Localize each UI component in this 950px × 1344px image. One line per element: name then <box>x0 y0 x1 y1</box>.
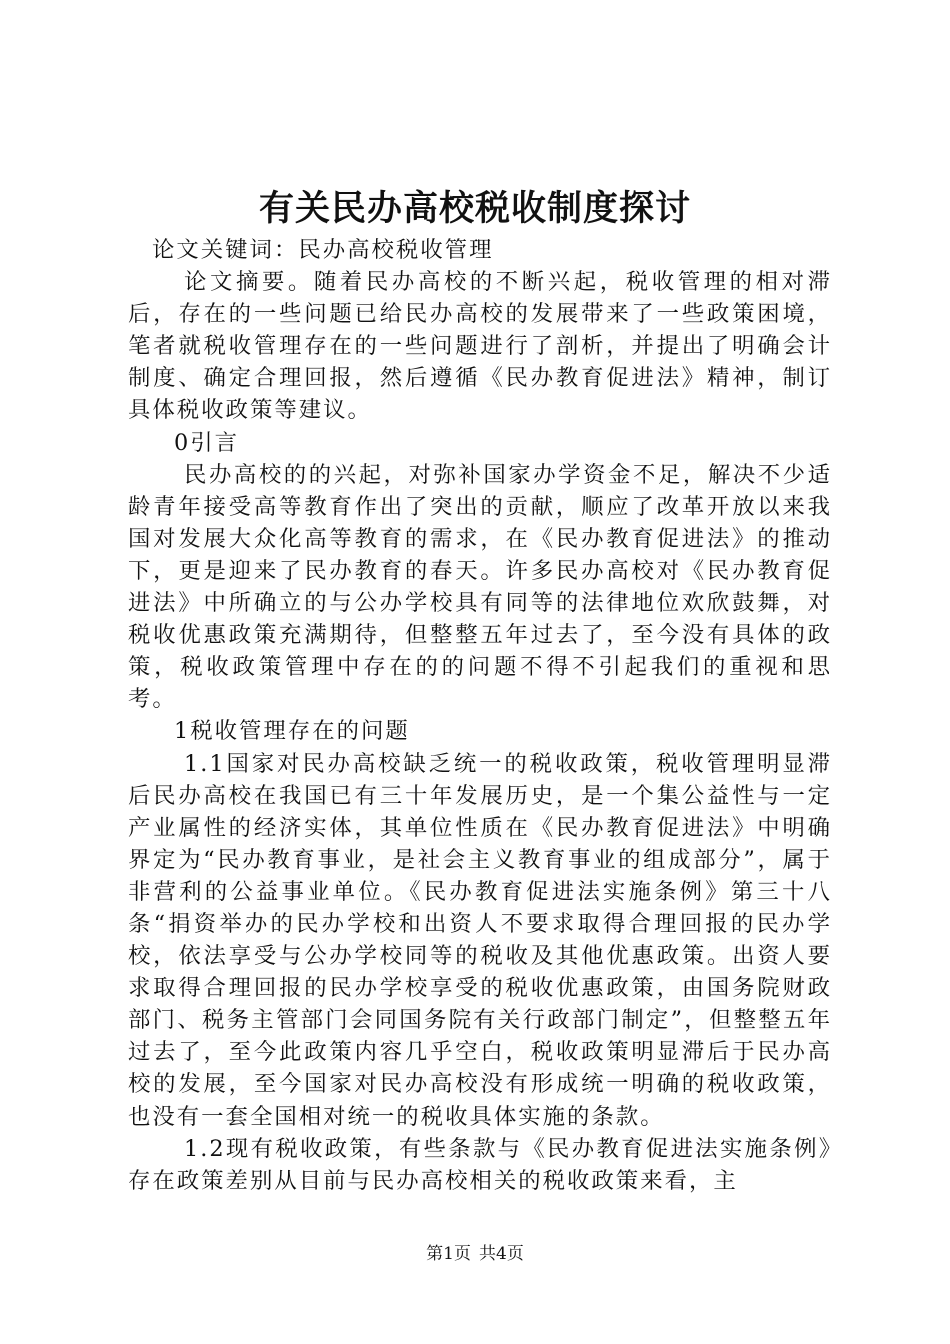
section-1-1-paragraph: 1.1国家对民办高校缺乏统一的税收政策，税收管理明显滞后民办高校在我国已有三十年发展历史，是一个集公益性与一定产业属性的经济实体，其单位性质在《民办教育促进法》中明确界定为“民办教育事业，是社会主义教育事业的组成部分”，属于非营利的公益事业单位。《民办教育促进法实施条例》第三十八条“捐资举办的民办学校和出资人不要求取得合理回报的民办学校，依法享受与公办学校同等的税收及其他优惠政策。出资人要求取得合理回报的民办学校享受的税收优惠政策，由国务院财政部门、税务主管部门会同国务院有关行政部门制定”，但整整五年过去了，至今此政策内容几乎空白，税收政策明显滞后于民办高校的发展，至今国家对民办高校没有形成统一明确的税收政策，也没有一套全国相对统一的税收具体实施的条款。 <box>128 750 832 1130</box>
abstract-paragraph: 论文摘要。随着民办高校的不断兴起，税收管理的相对滞后，存在的一些问题已给民办高校的发展带来了一些政策困境，笔者就税收管理存在的一些问题进行了剖析，并提出了明确会计制度、确定合理回报，然后遵循《民办教育促进法》精神，制订具体税收政策等建议。 <box>128 269 832 424</box>
section-heading-problems: 1税收管理存在的问题 <box>174 718 410 745</box>
page-number: 第1页 <box>426 1244 471 1264</box>
section-1-2-paragraph: 1.2现有税收政策，有些条款与《民办教育促进法实施条例》存在政策差别从目前与民办高校相关的税收政策来看，主 <box>128 1135 832 1194</box>
intro-paragraph: 民办高校的的兴起，对弥补国家办学资金不足，解决不少适龄青年接受高等教育作出了突出的贡献，顺应了改革开放以来我国对发展大众化高等教育的需求，在《民办教育促进法》的推动下，更是迎来了民办教育的春天。许多民办高校对《民办教育促进法》中所确立的与公办学校具有同等的法律地位欢欣鼓舞，对税收优惠政策充满期待，但整整五年过去了，至今没有具体的政策，税收政策管理中存在的的问题不得不引起我们的重视和思考。 <box>128 461 832 713</box>
page-total: 共4页 <box>479 1244 524 1264</box>
page-footer <box>0 1242 950 1266</box>
keywords-paragraph: 论文关键词：民办高校税收管理 <box>152 237 494 263</box>
section-heading-intro: 0引言 <box>174 429 240 456</box>
document-title: 有关民办高校税收制度探讨 <box>258 188 691 229</box>
document-body <box>128 234 832 1197</box>
